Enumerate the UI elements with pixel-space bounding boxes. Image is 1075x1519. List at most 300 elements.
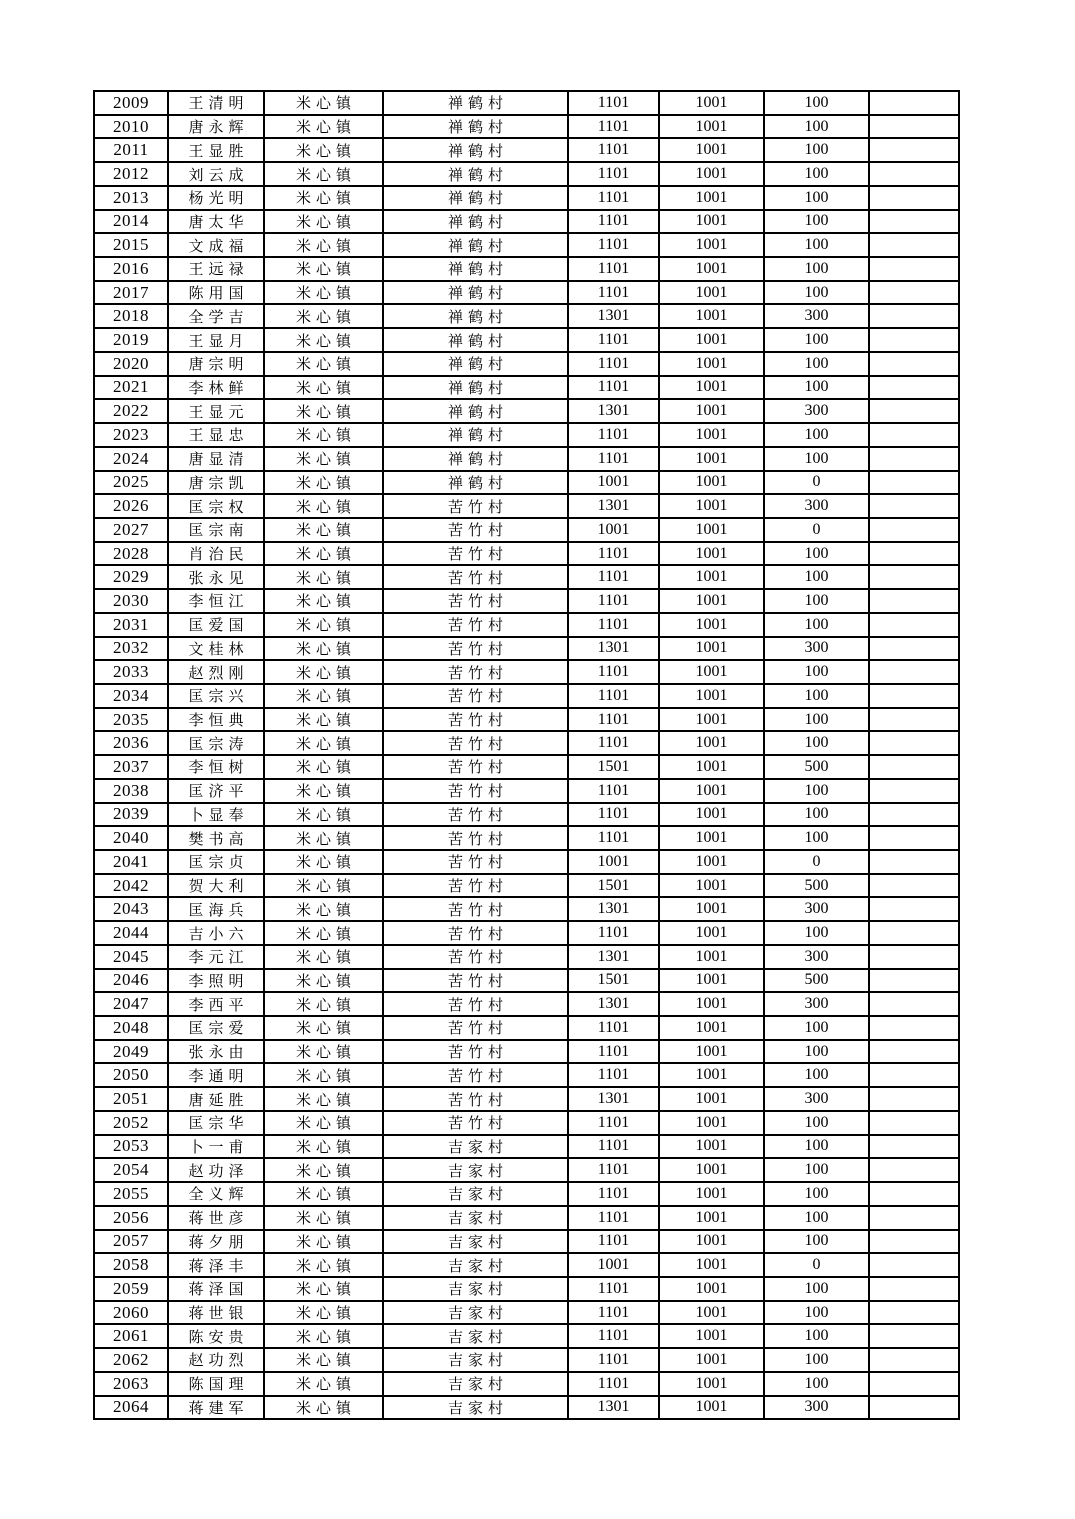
cell-amount: 100	[764, 1063, 869, 1087]
cell-amount: 100	[764, 731, 869, 755]
cell-town: 米心镇	[264, 518, 383, 542]
cell-name: 李通明	[168, 1063, 264, 1087]
cell-code-a: 1101	[568, 281, 659, 305]
cell-amount: 100	[764, 138, 869, 162]
table-row	[94, 803, 959, 827]
cell-code-a: 1101	[568, 1372, 659, 1396]
cell-code-a: 1101	[568, 1277, 659, 1301]
table-row	[94, 1301, 959, 1325]
cell-notes	[869, 850, 959, 874]
cell-code-a: 1301	[568, 637, 659, 661]
cell-name: 李恒树	[168, 755, 264, 779]
cell-code-b: 1001	[659, 637, 764, 661]
cell-code-a: 1101	[568, 708, 659, 732]
cell-notes	[869, 779, 959, 803]
cell-town: 米心镇	[264, 210, 383, 234]
cell-code-b: 1001	[659, 708, 764, 732]
cell-village: 苦竹村	[383, 542, 568, 566]
cell-town: 米心镇	[264, 91, 383, 115]
cell-notes	[869, 1111, 959, 1135]
cell-code-b: 1001	[659, 826, 764, 850]
cell-name: 李林鲜	[168, 376, 264, 400]
table-row	[94, 731, 959, 755]
cell-amount: 100	[764, 233, 869, 257]
cell-id: 2025	[94, 471, 168, 495]
cell-amount: 100	[764, 1135, 869, 1159]
cell-notes	[869, 1016, 959, 1040]
table-row	[94, 945, 959, 969]
cell-amount: 100	[764, 826, 869, 850]
cell-code-b: 1001	[659, 1158, 764, 1182]
cell-name: 匡宗权	[168, 494, 264, 518]
cell-id: 2048	[94, 1016, 168, 1040]
cell-town: 米心镇	[264, 1277, 383, 1301]
cell-town: 米心镇	[264, 660, 383, 684]
table-row	[94, 352, 959, 376]
cell-code-a: 1101	[568, 542, 659, 566]
cell-notes	[869, 1135, 959, 1159]
table-row	[94, 826, 959, 850]
cell-village: 禅鹤村	[383, 138, 568, 162]
cell-code-a: 1101	[568, 376, 659, 400]
cell-name: 卜一甫	[168, 1135, 264, 1159]
cell-name: 匡宗兴	[168, 684, 264, 708]
cell-village: 禅鹤村	[383, 304, 568, 328]
cell-code-b: 1001	[659, 589, 764, 613]
cell-code-a: 1101	[568, 423, 659, 447]
cell-code-a: 1101	[568, 1230, 659, 1254]
cell-id: 2012	[94, 162, 168, 186]
cell-notes	[869, 1253, 959, 1277]
cell-village: 苦竹村	[383, 660, 568, 684]
cell-code-b: 1001	[659, 1301, 764, 1325]
cell-name: 王显胜	[168, 138, 264, 162]
cell-amount: 0	[764, 1253, 869, 1277]
cell-town: 米心镇	[264, 233, 383, 257]
cell-code-b: 1001	[659, 1396, 764, 1420]
cell-code-a: 1101	[568, 1182, 659, 1206]
cell-village: 禅鹤村	[383, 376, 568, 400]
cell-id: 2056	[94, 1206, 168, 1230]
cell-id: 2049	[94, 1040, 168, 1064]
cell-code-b: 1001	[659, 1206, 764, 1230]
cell-name: 蒋世银	[168, 1301, 264, 1325]
cell-amount: 100	[764, 1372, 869, 1396]
cell-id: 2043	[94, 897, 168, 921]
cell-code-b: 1001	[659, 1277, 764, 1301]
table-row	[94, 921, 959, 945]
cell-name: 赵功烈	[168, 1348, 264, 1372]
cell-notes	[869, 1040, 959, 1064]
cell-code-b: 1001	[659, 660, 764, 684]
cell-name: 刘云成	[168, 162, 264, 186]
cell-name: 唐显清	[168, 447, 264, 471]
cell-code-a: 1301	[568, 399, 659, 423]
cell-village: 苦竹村	[383, 637, 568, 661]
cell-name: 匡海兵	[168, 897, 264, 921]
cell-code-a: 1101	[568, 447, 659, 471]
cell-name: 唐宗明	[168, 352, 264, 376]
cell-name: 肖治民	[168, 542, 264, 566]
cell-village: 苦竹村	[383, 1063, 568, 1087]
cell-code-b: 1001	[659, 423, 764, 447]
cell-town: 米心镇	[264, 1324, 383, 1348]
cell-code-a: 1001	[568, 518, 659, 542]
cell-id: 2046	[94, 969, 168, 993]
cell-amount: 100	[764, 447, 869, 471]
cell-town: 米心镇	[264, 921, 383, 945]
cell-code-a: 1301	[568, 897, 659, 921]
cell-town: 米心镇	[264, 471, 383, 495]
cell-name: 匡宗贞	[168, 850, 264, 874]
cell-amount: 100	[764, 1111, 869, 1135]
cell-code-b: 1001	[659, 352, 764, 376]
table-row	[94, 1040, 959, 1064]
cell-village: 禅鹤村	[383, 423, 568, 447]
cell-town: 米心镇	[264, 399, 383, 423]
cell-amount: 100	[764, 376, 869, 400]
cell-code-b: 1001	[659, 376, 764, 400]
cell-id: 2062	[94, 1348, 168, 1372]
cell-town: 米心镇	[264, 1111, 383, 1135]
cell-code-b: 1001	[659, 1324, 764, 1348]
cell-code-b: 1001	[659, 874, 764, 898]
cell-amount: 100	[764, 1277, 869, 1301]
cell-id: 2055	[94, 1182, 168, 1206]
cell-name: 全学吉	[168, 304, 264, 328]
cell-name: 蒋泽国	[168, 1277, 264, 1301]
cell-id: 2011	[94, 138, 168, 162]
cell-village: 禅鹤村	[383, 162, 568, 186]
cell-town: 米心镇	[264, 257, 383, 281]
cell-code-b: 1001	[659, 684, 764, 708]
cell-notes	[869, 1396, 959, 1420]
cell-code-b: 1001	[659, 281, 764, 305]
cell-notes	[869, 91, 959, 115]
table-row	[94, 210, 959, 234]
cell-notes	[869, 1348, 959, 1372]
cell-code-b: 1001	[659, 471, 764, 495]
cell-notes	[869, 921, 959, 945]
cell-name: 贺大利	[168, 874, 264, 898]
table-row	[94, 233, 959, 257]
cell-code-a: 1101	[568, 684, 659, 708]
cell-town: 米心镇	[264, 969, 383, 993]
cell-name: 王显月	[168, 328, 264, 352]
cell-code-a: 1101	[568, 1158, 659, 1182]
cell-name: 张永由	[168, 1040, 264, 1064]
table-row	[94, 637, 959, 661]
cell-code-a: 1101	[568, 779, 659, 803]
table-row	[94, 1111, 959, 1135]
cell-code-b: 1001	[659, 779, 764, 803]
table-row	[94, 660, 959, 684]
cell-amount: 100	[764, 162, 869, 186]
cell-name: 蒋夕朋	[168, 1230, 264, 1254]
cell-town: 米心镇	[264, 945, 383, 969]
cell-id: 2017	[94, 281, 168, 305]
cell-village: 苦竹村	[383, 1040, 568, 1064]
cell-name: 王远禄	[168, 257, 264, 281]
cell-village: 苦竹村	[383, 803, 568, 827]
cell-code-b: 1001	[659, 518, 764, 542]
cell-id: 2031	[94, 613, 168, 637]
cell-town: 米心镇	[264, 637, 383, 661]
cell-town: 米心镇	[264, 613, 383, 637]
cell-town: 米心镇	[264, 826, 383, 850]
table-row	[94, 684, 959, 708]
table-row	[94, 1396, 959, 1420]
cell-village: 禅鹤村	[383, 186, 568, 210]
cell-id: 2038	[94, 779, 168, 803]
cell-notes	[869, 803, 959, 827]
cell-id: 2018	[94, 304, 168, 328]
cell-code-b: 1001	[659, 897, 764, 921]
table-row	[94, 874, 959, 898]
cell-name: 李西平	[168, 992, 264, 1016]
cell-notes	[869, 1277, 959, 1301]
cell-amount: 500	[764, 874, 869, 898]
cell-code-a: 1101	[568, 352, 659, 376]
table-row	[94, 1182, 959, 1206]
cell-notes	[869, 376, 959, 400]
cell-town: 米心镇	[264, 1301, 383, 1325]
cell-amount: 100	[764, 708, 869, 732]
cell-village: 苦竹村	[383, 1111, 568, 1135]
cell-village: 苦竹村	[383, 826, 568, 850]
cell-name: 匡爱国	[168, 613, 264, 637]
cell-id: 2034	[94, 684, 168, 708]
cell-village: 禅鹤村	[383, 91, 568, 115]
cell-name: 杨光明	[168, 186, 264, 210]
cell-amount: 100	[764, 660, 869, 684]
table-row	[94, 1016, 959, 1040]
cell-town: 米心镇	[264, 1206, 383, 1230]
cell-amount: 300	[764, 945, 869, 969]
cell-village: 苦竹村	[383, 731, 568, 755]
cell-id: 2042	[94, 874, 168, 898]
table-row	[94, 494, 959, 518]
cell-code-b: 1001	[659, 328, 764, 352]
cell-id: 2045	[94, 945, 168, 969]
cell-amount: 300	[764, 897, 869, 921]
cell-code-a: 1301	[568, 494, 659, 518]
cell-notes	[869, 494, 959, 518]
cell-id: 2040	[94, 826, 168, 850]
cell-amount: 100	[764, 328, 869, 352]
cell-village: 禅鹤村	[383, 328, 568, 352]
cell-amount: 100	[764, 352, 869, 376]
cell-code-a: 1101	[568, 826, 659, 850]
cell-name: 陈用国	[168, 281, 264, 305]
cell-code-b: 1001	[659, 1016, 764, 1040]
cell-town: 米心镇	[264, 708, 383, 732]
cell-notes	[869, 1087, 959, 1111]
cell-notes	[869, 115, 959, 139]
cell-town: 米心镇	[264, 850, 383, 874]
cell-name: 唐永辉	[168, 115, 264, 139]
cell-town: 米心镇	[264, 1348, 383, 1372]
cell-code-b: 1001	[659, 162, 764, 186]
table-row	[94, 1372, 959, 1396]
cell-amount: 300	[764, 1396, 869, 1420]
cell-notes	[869, 210, 959, 234]
cell-notes	[869, 257, 959, 281]
cell-id: 2022	[94, 399, 168, 423]
cell-amount: 300	[764, 494, 869, 518]
cell-name: 蒋建军	[168, 1396, 264, 1420]
table-row	[94, 376, 959, 400]
cell-code-b: 1001	[659, 115, 764, 139]
cell-town: 米心镇	[264, 494, 383, 518]
cell-code-b: 1001	[659, 494, 764, 518]
cell-id: 2039	[94, 803, 168, 827]
cell-amount: 100	[764, 1324, 869, 1348]
cell-name: 张永见	[168, 565, 264, 589]
cell-notes	[869, 186, 959, 210]
cell-village: 苦竹村	[383, 945, 568, 969]
cell-amount: 100	[764, 779, 869, 803]
cell-code-b: 1001	[659, 1230, 764, 1254]
cell-amount: 100	[764, 423, 869, 447]
cell-notes	[869, 1230, 959, 1254]
table-row	[94, 1253, 959, 1277]
cell-code-a: 1101	[568, 115, 659, 139]
table-row	[94, 1348, 959, 1372]
cell-code-b: 1001	[659, 1111, 764, 1135]
cell-code-a: 1001	[568, 471, 659, 495]
cell-town: 米心镇	[264, 138, 383, 162]
cell-name: 唐太华	[168, 210, 264, 234]
cell-code-a: 1101	[568, 921, 659, 945]
cell-code-b: 1001	[659, 1182, 764, 1206]
cell-code-a: 1501	[568, 874, 659, 898]
cell-notes	[869, 399, 959, 423]
cell-code-a: 1101	[568, 162, 659, 186]
cell-name: 匡宗爱	[168, 1016, 264, 1040]
cell-code-b: 1001	[659, 613, 764, 637]
cell-town: 米心镇	[264, 684, 383, 708]
cell-town: 米心镇	[264, 281, 383, 305]
cell-id: 2024	[94, 447, 168, 471]
cell-amount: 0	[764, 850, 869, 874]
cell-village: 苦竹村	[383, 850, 568, 874]
cell-code-a: 1101	[568, 210, 659, 234]
cell-id: 2052	[94, 1111, 168, 1135]
cell-notes	[869, 352, 959, 376]
cell-village: 苦竹村	[383, 684, 568, 708]
cell-name: 匡宗涛	[168, 731, 264, 755]
cell-town: 米心镇	[264, 731, 383, 755]
cell-id: 2051	[94, 1087, 168, 1111]
cell-notes	[869, 589, 959, 613]
table-row	[94, 1158, 959, 1182]
cell-code-a: 1101	[568, 731, 659, 755]
cell-notes	[869, 613, 959, 637]
cell-village: 吉家村	[383, 1277, 568, 1301]
cell-code-a: 1101	[568, 1063, 659, 1087]
cell-code-b: 1001	[659, 1087, 764, 1111]
cell-amount: 300	[764, 992, 869, 1016]
cell-notes	[869, 684, 959, 708]
cell-code-a: 1101	[568, 1135, 659, 1159]
cell-name: 王显忠	[168, 423, 264, 447]
cell-id: 2032	[94, 637, 168, 661]
cell-code-a: 1301	[568, 992, 659, 1016]
cell-notes	[869, 1182, 959, 1206]
cell-id: 2013	[94, 186, 168, 210]
cell-code-a: 1101	[568, 328, 659, 352]
cell-code-b: 1001	[659, 91, 764, 115]
cell-id: 2047	[94, 992, 168, 1016]
cell-town: 米心镇	[264, 1253, 383, 1277]
cell-id: 2058	[94, 1253, 168, 1277]
cell-town: 米心镇	[264, 897, 383, 921]
cell-village: 苦竹村	[383, 1016, 568, 1040]
cell-id: 2064	[94, 1396, 168, 1420]
cell-notes	[869, 708, 959, 732]
cell-code-a: 1301	[568, 1087, 659, 1111]
cell-code-a: 1101	[568, 233, 659, 257]
cell-town: 米心镇	[264, 1016, 383, 1040]
cell-amount: 300	[764, 637, 869, 661]
cell-amount: 300	[764, 304, 869, 328]
cell-code-a: 1101	[568, 1016, 659, 1040]
cell-code-b: 1001	[659, 1348, 764, 1372]
cell-code-a: 1301	[568, 304, 659, 328]
cell-code-b: 1001	[659, 399, 764, 423]
cell-notes	[869, 897, 959, 921]
cell-notes	[869, 637, 959, 661]
table-row	[94, 779, 959, 803]
cell-village: 苦竹村	[383, 494, 568, 518]
cell-amount: 0	[764, 471, 869, 495]
cell-code-b: 1001	[659, 447, 764, 471]
cell-town: 米心镇	[264, 1135, 383, 1159]
cell-town: 米心镇	[264, 755, 383, 779]
cell-code-b: 1001	[659, 1253, 764, 1277]
cell-code-a: 1101	[568, 1111, 659, 1135]
cell-amount: 500	[764, 755, 869, 779]
cell-code-b: 1001	[659, 542, 764, 566]
cell-code-a: 1001	[568, 1253, 659, 1277]
cell-id: 2027	[94, 518, 168, 542]
cell-notes	[869, 471, 959, 495]
cell-id: 2009	[94, 91, 168, 115]
cell-village: 禅鹤村	[383, 210, 568, 234]
cell-name: 赵功泽	[168, 1158, 264, 1182]
cell-code-b: 1001	[659, 921, 764, 945]
cell-town: 米心镇	[264, 1087, 383, 1111]
cell-amount: 300	[764, 1087, 869, 1111]
cell-code-b: 1001	[659, 803, 764, 827]
cell-name: 王清明	[168, 91, 264, 115]
cell-id: 2020	[94, 352, 168, 376]
cell-amount: 100	[764, 613, 869, 637]
table-row	[94, 328, 959, 352]
cell-town: 米心镇	[264, 803, 383, 827]
cell-code-b: 1001	[659, 565, 764, 589]
records-table	[93, 90, 960, 1420]
cell-name: 匡宗华	[168, 1111, 264, 1135]
table-row	[94, 708, 959, 732]
cell-id: 2016	[94, 257, 168, 281]
cell-notes	[869, 731, 959, 755]
cell-village: 苦竹村	[383, 992, 568, 1016]
cell-town: 米心镇	[264, 779, 383, 803]
cell-id: 2061	[94, 1324, 168, 1348]
cell-amount: 100	[764, 1016, 869, 1040]
